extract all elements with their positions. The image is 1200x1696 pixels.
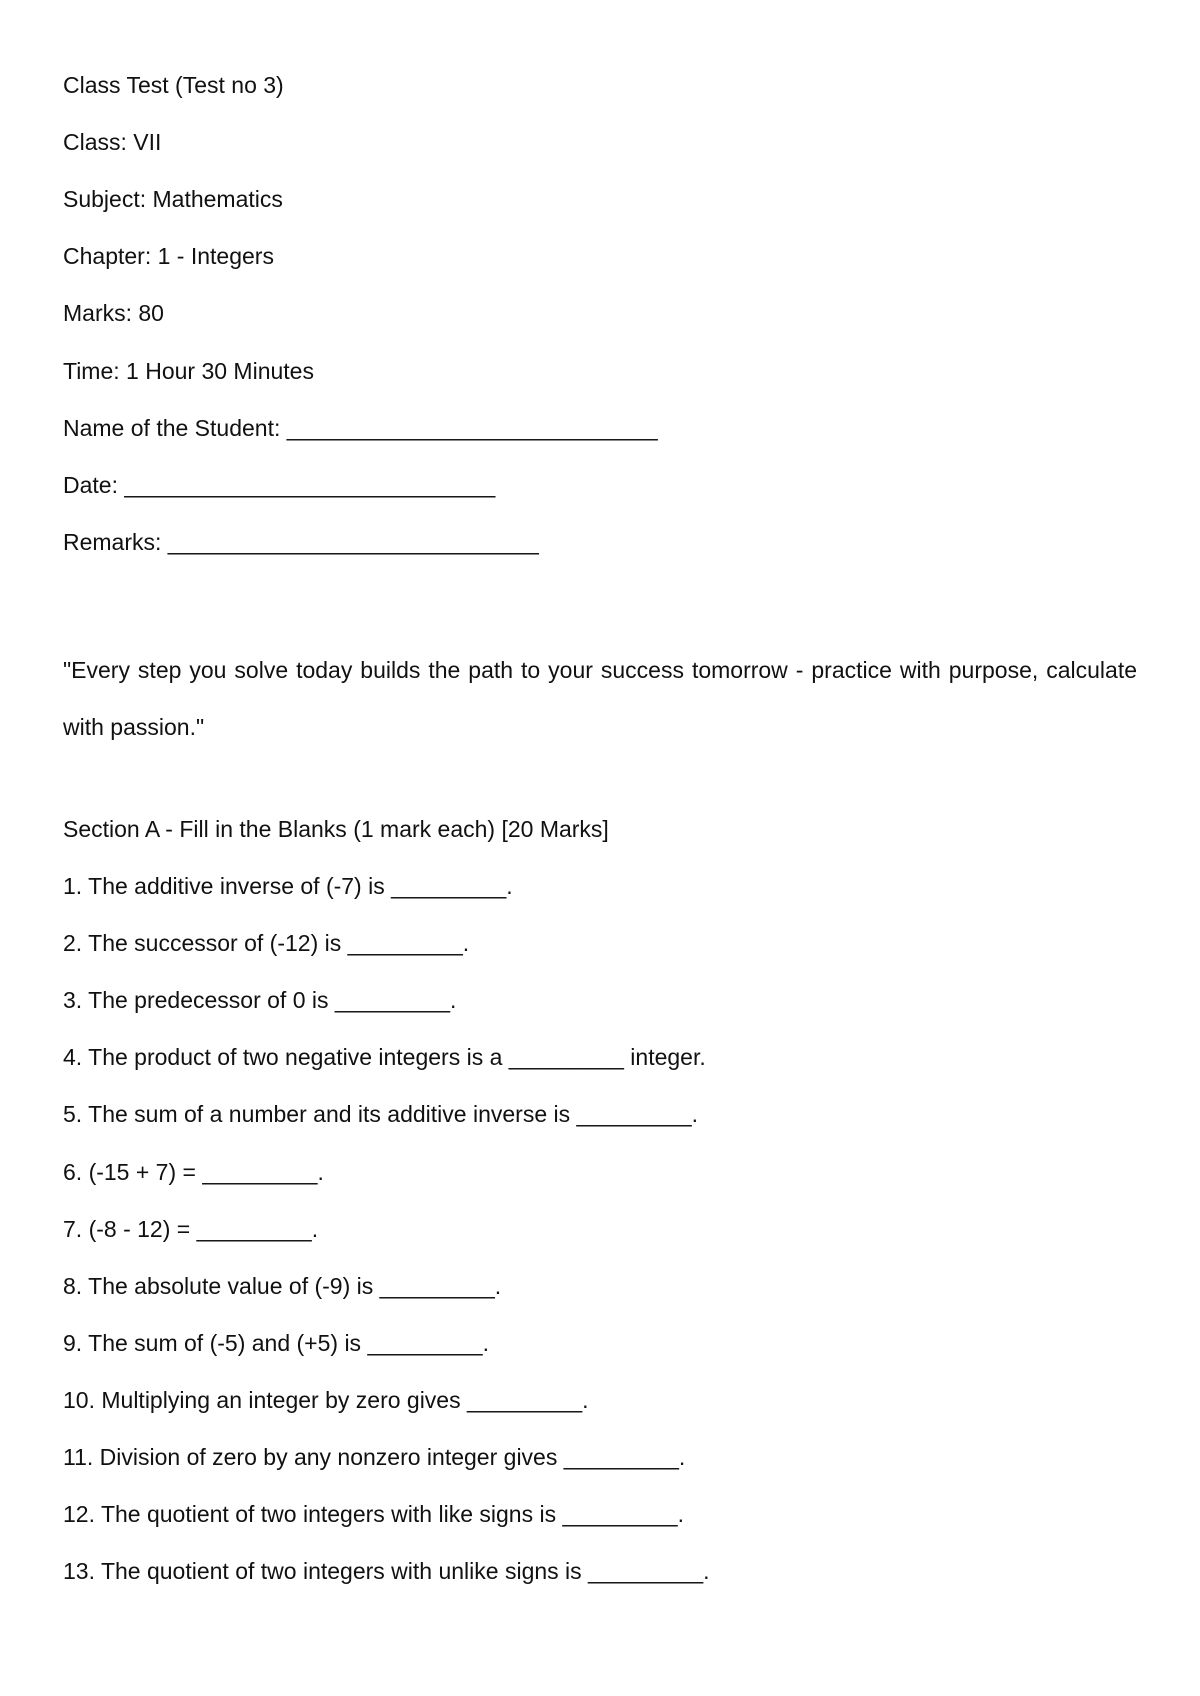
question-9: 9. The sum of (-5) and (+5) is _________. xyxy=(63,1330,489,1356)
question-11: 11. Division of zero by any nonzero integer gives _________. xyxy=(63,1444,686,1470)
section-a-heading: Section A - Fill in the Blanks (1 mark each) [20 Marks] xyxy=(63,816,609,842)
question-12: 12. The quotient of two integers with like signs is _________. xyxy=(63,1501,684,1527)
question-8: 8. The absolute value of (-9) is _________. xyxy=(63,1273,502,1299)
question-10: 10. Multiplying an integer by zero gives _________. xyxy=(63,1387,589,1413)
question-5: 5. The sum of a number and its additive inverse is _________. xyxy=(63,1101,699,1127)
question-4: 4. The product of two negative integers is a _________ integer. xyxy=(63,1044,706,1070)
class-line: Class: VII xyxy=(63,129,162,155)
question-1: 1. The additive inverse of (-7) is _________. xyxy=(63,873,513,899)
test-paper-page xyxy=(63,0,1143,1696)
question-2: 2. The successor of (-12) is _________. xyxy=(63,930,470,956)
question-6: 6. (-15 + 7) = _________. xyxy=(63,1159,324,1185)
chapter-line: Chapter: 1 - Integers xyxy=(63,243,274,269)
test-title: Class Test (Test no 3) xyxy=(63,72,284,98)
date-line: Date: _____________________________ xyxy=(63,472,496,498)
question-13: 13. The quotient of two integers with unlike signs is _________. xyxy=(63,1558,710,1584)
motivational-quote: "Every step you solve today builds the path to your success tomorrow - practice with purpose, calculate with passion." xyxy=(63,657,1137,740)
question-3: 3. The predecessor of 0 is _________. xyxy=(63,987,457,1013)
question-7: 7. (-8 - 12) = _________. xyxy=(63,1216,319,1242)
marks-line: Marks: 80 xyxy=(63,300,164,326)
subject-line: Subject: Mathematics xyxy=(63,186,283,212)
time-line: Time: 1 Hour 30 Minutes xyxy=(63,358,314,384)
remarks-line: Remarks: _____________________________ xyxy=(63,529,539,555)
student-name-line: Name of the Student: _____________________________ xyxy=(63,415,658,441)
